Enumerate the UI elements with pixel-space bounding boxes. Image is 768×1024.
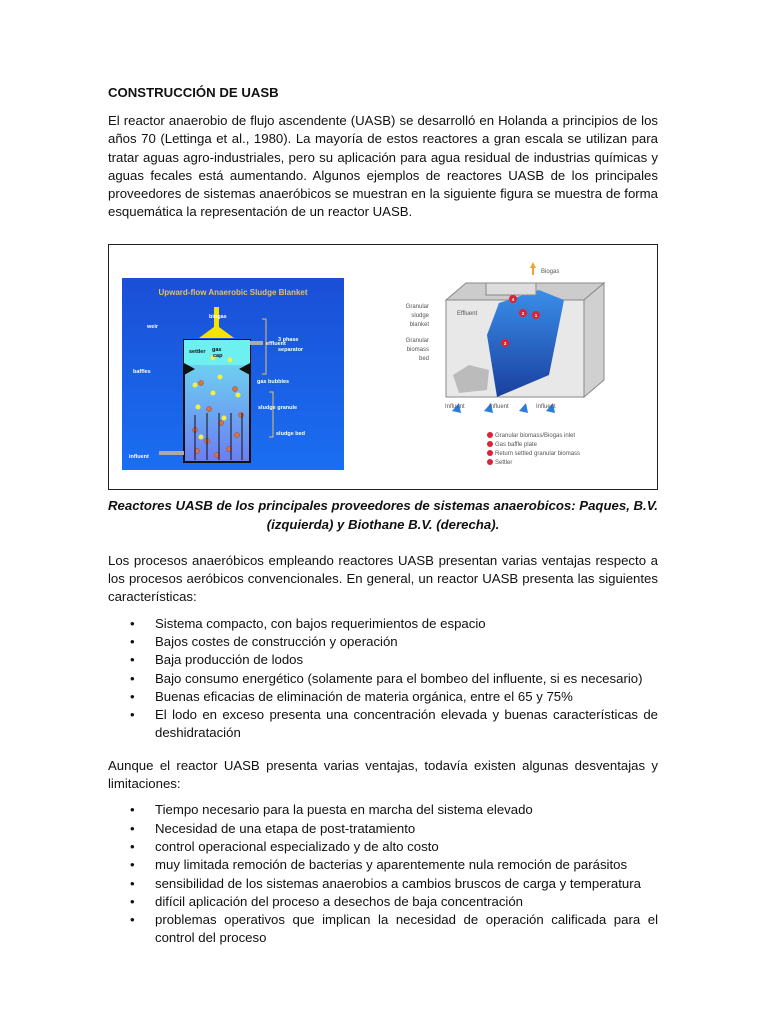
label-baffles: baffles [133,368,151,375]
list-item: • control operacional especializado y de alto costo [108,838,658,856]
label-gas: gas [212,346,222,353]
list-item: • muy limitada remoción de bacterias y aparentemente nula remoción de parásitos [108,856,658,874]
figure-caption: Reactores UASB de los principales proveedores de sistemas anaerobicos: Paques, B.V. (izquierda) y Biothane B.V. (derecha). [108,497,658,532]
label-influent: influent [129,453,149,460]
list-item: • sensibilidad de los sistemas anaerobios a cambios bruscos de carga y temperatura [108,875,658,893]
label-bed-2: biomass [406,346,429,353]
label-separator-1: 3 phase [278,336,299,343]
list-item: • Baja producción de lodos [108,651,658,669]
label-blanket-2: sludge [411,312,429,319]
label-sludge-bed: sludge bed [276,430,306,437]
svg-text:4: 4 [511,296,515,302]
list-item: • difícil aplicación del proceso a desechos de baja concentración [108,893,658,911]
biothane-diagram [406,262,604,466]
left-diagram-title: Upward-flow Anaerobic Sludge Blanket [158,287,308,297]
label-r-influent-3: Influent [536,403,556,410]
label-blanket-1: Granular [405,303,429,310]
list-item: • Bajos costes de construcción y operación [108,633,658,651]
list-item: • Buenas eficacias de eliminación de materia orgánica, entre el 65 y 75% [108,688,658,706]
svg-text:1: 1 [534,312,538,318]
document-page [108,84,658,958]
list-item: • Sistema compacto, con bajos requerimientos de espacio [108,615,658,633]
label-r-biogas: Biogas [541,268,560,275]
label-separator-2: separator [278,346,304,353]
paques-diagram [122,278,344,470]
label-sludge-granule: sludge granule [258,404,298,411]
list-item: • problemas operativos que implican la necesidad de operación calificada para el control del proceso [108,911,658,948]
label-biogas: biogas [209,313,227,320]
legend-item-3: Return settled granular biomass [495,450,581,457]
intro-paragraph: El reactor anaerobio de flujo ascendente (UASB) se desarrolló en Holanda a principios de los años 70 (Lettinga et al., 1980). La mayoría de estos reactores a gran escala se utilizan para tratar aguas agro-industriales, pero su aplicación para agua residual de industrias químicas y aguas fecales está aumentando. Algunos ejemplos de reactores UASB de los principales proveedores de sistemas anaeróbicos se muestran en la siguiente figura se muestra de forma esquemática la representación de un reactor UASB. [108,113,658,220]
section-title: CONSTRUCCIÓN DE UASB [108,85,279,100]
label-bed-1: Granular [405,337,429,344]
label-r-effluent: Effluent [457,310,478,317]
list-item: • Necesidad de una etapa de post-tratamiento [108,820,658,838]
list-item: • Tiempo necesario para la puesta en marcha del sistema elevado [108,801,658,819]
legend-item-4: Settler [495,459,513,466]
label-blanket-3: blanket [409,321,429,328]
legend-item-1: Granular biomass/Biogas inlet [495,432,576,439]
svg-text:3: 3 [503,340,507,346]
label-settler: settler [189,348,206,355]
advantages-intro: Los procesos anaeróbicos empleando reactores UASB presentan varias ventajas respecto a los procesos aeróbicos convencionales. En general, un reactor UASB presenta las siguientes características: [108,552,658,605]
list-item: • El lodo en exceso presenta una concentración elevada y buenas características de deshidratación [108,706,658,743]
disadvantages-intro: Aunque el reactor UASB presenta varias ventajas, todavía existen algunas desventajas y limitaciones: [108,757,658,792]
advantages-list [108,615,658,743]
disadvantages-list [108,801,658,947]
list-item: • Bajo consumo energético (solamente para el bombeo del influente, si es necesario) [108,670,658,688]
label-weir: weir [147,323,159,330]
label-r-influent-2: Influent [489,403,509,410]
label-r-influent-1: Influent [445,403,465,410]
label-cap: cap [213,352,223,359]
label-gas-bubbles: gas bubbles [257,378,290,385]
uasb-diagrams [109,245,657,487]
legend [487,432,580,466]
label-bed-3: bed [418,355,429,362]
label-effluent: effluent [266,340,286,347]
figure-box [108,244,658,490]
legend-item-2: Gas baffle plate [495,441,537,448]
svg-text:2: 2 [521,310,525,316]
